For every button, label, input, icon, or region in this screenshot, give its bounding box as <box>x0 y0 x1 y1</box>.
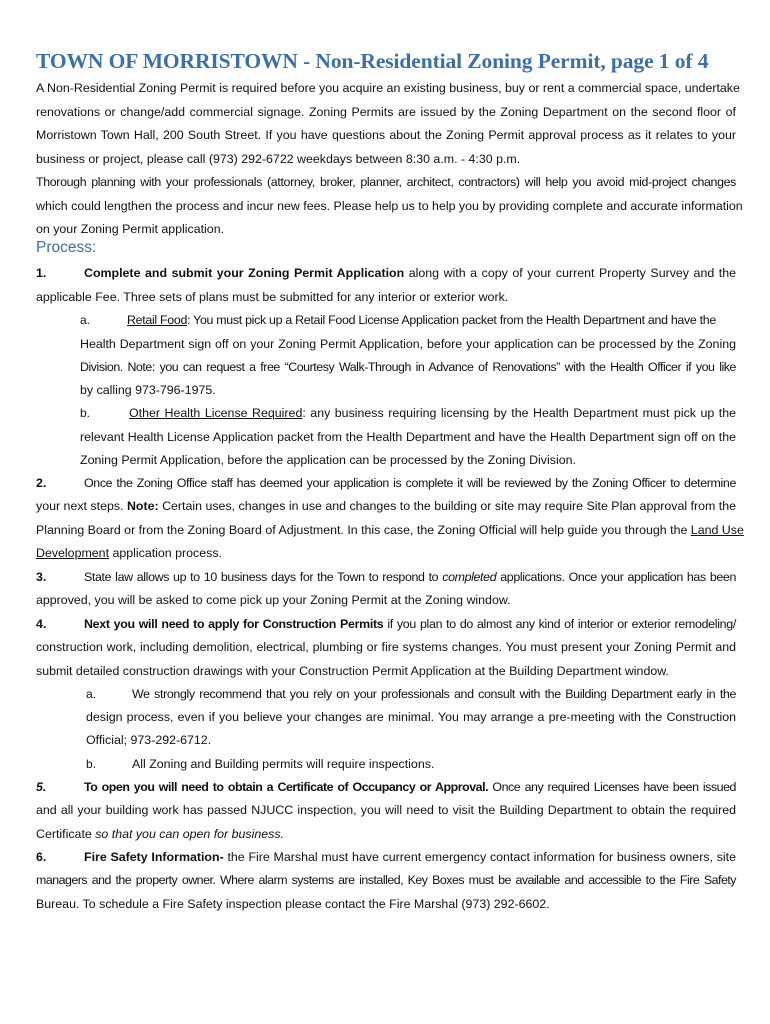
step-3-line: approved, you will be asked to come pick up your Zoning Permit at the Zoning window. <box>36 593 511 607</box>
step-5-text: Once any required Licenses have been issued <box>488 780 736 794</box>
step-number: 6. <box>36 850 47 864</box>
step-number: 3. <box>36 570 47 584</box>
step-1a-text: : You must pick up a Retail Food License Application packet from the Health Department and have the <box>187 313 716 327</box>
step-5-heading: To open you will need to obtain a Certificate of Occupancy or Approval. <box>84 780 489 794</box>
step-number: 2. <box>36 476 47 490</box>
step-4-line: submit detailed construction drawings with your Construction Permit Application at the Building Department window. <box>36 664 669 678</box>
step-6-text: the Fire Marshal must have current emergency contact information for business owners, site <box>223 850 736 864</box>
step-2-line: Once the Zoning Office staff has deemed your application is complete it will be reviewed by the Zoning Officer to determine <box>84 476 736 490</box>
step-4a-line: We strongly recommend that you rely on your professionals and consult with the Building Department early in the <box>132 687 736 701</box>
step-1b-line: relevant Health License Application packet from the Health Department and have the Health Department sign off on the <box>80 430 736 444</box>
development-link[interactable]: Development <box>36 546 110 560</box>
sub-label: a. <box>86 687 97 701</box>
process-heading: Process: <box>36 239 97 256</box>
health-license-term: Other Health License Required <box>129 406 303 420</box>
step-number: 5. <box>36 780 47 794</box>
step-2-line <box>36 498 736 514</box>
step-2-text: application process. <box>109 546 222 560</box>
step-5-line: and all your building work has passed NJUCC inspection, you will need to visit the Building Department to obtain the required <box>36 803 736 817</box>
step-2-text: Certain uses, changes in use and changes to the building or site may require Site Plan approval from the <box>158 499 737 513</box>
step-1-text: along with a copy of your current Property Survey and the <box>404 266 737 280</box>
note-label: Note: <box>126 499 159 513</box>
step-3-line <box>84 569 736 585</box>
step-4-text: if you plan to do almost any kind of interior or exterior remodeling/ <box>383 617 736 631</box>
step-3-text: applications. Once your application has been <box>496 570 736 584</box>
step-6-line: managers and the property owner. Where alarm systems are installed, Key Boxes must be available and accessible to the Fire Safety <box>36 873 736 887</box>
intro-line: business or project, please call (973) 292-6722 weekdays between 8:30 a.m. - 4:30 p.m. <box>36 152 521 166</box>
sub-label: a. <box>80 313 91 327</box>
step-4-line <box>84 616 736 632</box>
step-1a-line: by calling 973-796-1975. <box>80 383 216 397</box>
intro-line: on your Zoning Permit application. <box>36 222 225 236</box>
step-4-heading: Next you will need to apply for Construction Permits <box>84 617 384 631</box>
intro-line: which could lengthen the process and incur new fees. Please help us to help you by providing complete and accurate information <box>36 199 743 213</box>
completed-term: completed <box>442 570 497 584</box>
step-3-text: State law allows up to 10 business days for the Town to respond to <box>84 570 443 584</box>
step-1a-line: Division. Note: you can request a free “Courtesy Walk-Through in Advance of Renovations” with the Health Officer if you like <box>80 360 736 374</box>
intro-line: renovations or change/add commercial signage. Zoning Permits are issued by the Zoning Department on the second floor of <box>36 105 736 119</box>
step-4a-line: Official; 973-292-6712. <box>86 733 212 747</box>
step-5-text: Certificate <box>36 827 96 841</box>
step-5-italic: so that you can open for business. <box>95 827 284 841</box>
step-1b-line <box>129 405 736 421</box>
step-5-line <box>84 779 736 795</box>
intro-line: Morristown Town Hall, 200 South Street. If you have questions about the Zoning Permit approval process as it relates to your <box>36 128 736 142</box>
intro-line: Thorough planning with your professionals (attorney, broker, planner, architect, contractors) will help you avoid mid-project changes <box>36 175 736 189</box>
retail-food-term: Retail Food <box>127 313 188 327</box>
sub-label: b. <box>80 406 91 420</box>
step-1-line: applicable Fee. Three sets of plans must be submitted for any interior or exterior work. <box>36 290 509 304</box>
step-4a-line: design process, even if you believe your changes are minimal. You may arrange a pre-meeting with the Construction <box>86 710 736 724</box>
step-1b-line: Zoning Permit Application, before the application can be processed by the Zoning Division. <box>80 453 576 467</box>
step-6-line: Bureau. To schedule a Fire Safety inspection please contact the Fire Marshal (973) 292-6602. <box>36 897 550 911</box>
sub-label: b. <box>86 757 97 771</box>
step-5-line <box>36 826 736 842</box>
step-6-line <box>84 849 736 865</box>
page-title: TOWN OF MORRISTOWN - Non-Residential Zoning Permit, page 1 of 4 <box>36 49 709 73</box>
step-1-heading: Complete and submit your Zoning Permit Application <box>84 266 405 280</box>
step-number: 1. <box>36 266 47 280</box>
step-4-line: construction work, including demolition, electrical, plumbing or fire systems changes. You must present your Zoning Permit and <box>36 640 736 654</box>
step-1b-text: : any business requiring licensing by the Health Department must pick up the <box>302 406 736 420</box>
intro-line: A Non-Residential Zoning Permit is required before you acquire an existing business, buy or rent a commercial space, undertake <box>36 81 740 95</box>
step-1-line <box>84 265 736 281</box>
step-2-line <box>36 522 744 538</box>
step-6-heading: Fire Safety Information- <box>84 850 224 864</box>
step-2-line <box>36 545 736 561</box>
land-use-link[interactable]: Land Use <box>690 523 744 537</box>
step-1a-line <box>127 312 736 328</box>
step-1a-line: Health Department sign off on your Zoning Permit Application, before your application can be processed by the Zoning <box>80 337 736 351</box>
step-4b-line: All Zoning and Building permits will require inspections. <box>132 757 435 771</box>
step-number: 4. <box>36 617 47 631</box>
step-2-text: your next steps. <box>36 499 127 513</box>
step-2-text: Planning Board or from the Zoning Board of Adjustment. In this case, the Zoning Official will help guide you through the <box>36 523 691 537</box>
